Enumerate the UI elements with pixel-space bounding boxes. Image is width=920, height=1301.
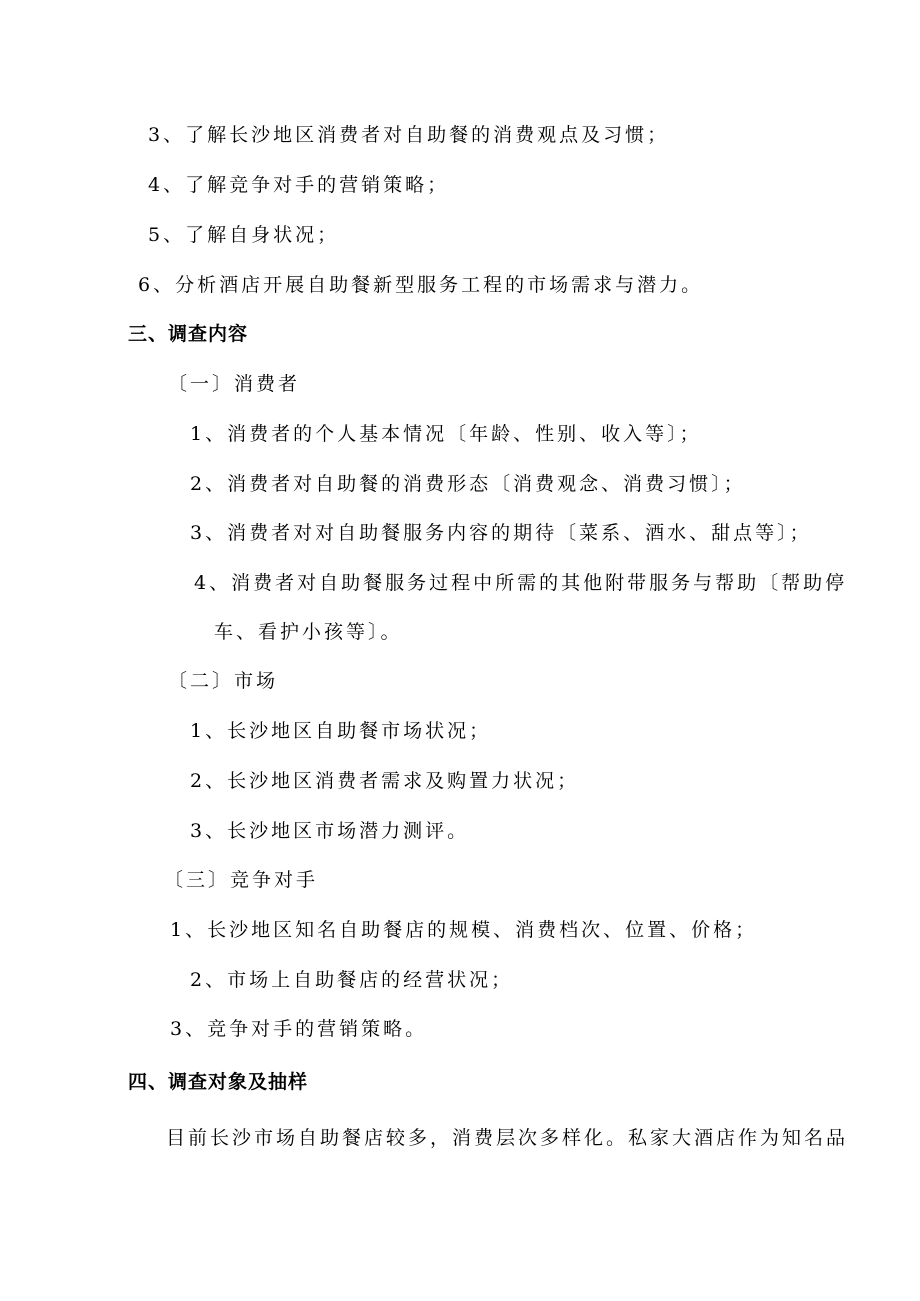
subheading-consumers: 〔一〕消费者 <box>168 373 301 395</box>
section-heading-4: 四、调查对象及抽样 <box>128 1071 309 1093</box>
goal-item-5: 5、了解自身状况； <box>148 224 340 246</box>
market-item-2: 2、长沙地区消费者需求及购置力状况； <box>190 770 580 792</box>
paragraph-text: 目前长沙市场自助餐店较多，消费层次多样化。私家大酒店作为知名品 <box>166 1127 849 1149</box>
goal-item-4: 4、了解竞争对手的营销策略； <box>148 174 450 196</box>
consumer-item-4: 4、消费者对自助餐服务过程中所需的其他附带服务与帮助〔帮助停 <box>194 572 848 594</box>
consumer-item-3: 3、消费者对对自助餐服务内容的期待〔菜系、酒水、甜点等〕； <box>190 522 812 544</box>
subheading-competitors: 〔三〕竞争对手 <box>164 869 319 891</box>
competitor-item-3: 3、竞争对手的营销策略。 <box>170 1018 428 1040</box>
market-item-1: 1、长沙地区自助餐市场状况； <box>190 720 492 742</box>
consumer-item-1: 1、消费者的个人基本情况〔年龄、性别、收入等〕； <box>190 423 702 445</box>
goal-item-3: 3、了解长沙地区消费者对自助餐的消费观点及习惯； <box>148 124 670 146</box>
subheading-market: 〔二〕市场 <box>168 670 279 692</box>
market-item-3: 3、长沙地区市场潜力测评。 <box>190 820 470 842</box>
goal-item-6: 6、分析酒店开展自助餐新型服务工程的市场需求与潜力。 <box>138 274 704 296</box>
consumer-item-4-continued: 车、看护小孩等〕。 <box>214 621 403 643</box>
competitor-item-1: 1、长沙地区知名自助餐店的规模、消费档次、位置、价格； <box>170 919 758 941</box>
consumer-item-2: 2、消费者对自助餐的消费形态〔消费观念、消费习惯〕； <box>190 473 746 495</box>
section-heading-3: 三、调查内容 <box>128 323 249 345</box>
competitor-item-2: 2、市场上自助餐店的经营状况； <box>190 969 514 991</box>
